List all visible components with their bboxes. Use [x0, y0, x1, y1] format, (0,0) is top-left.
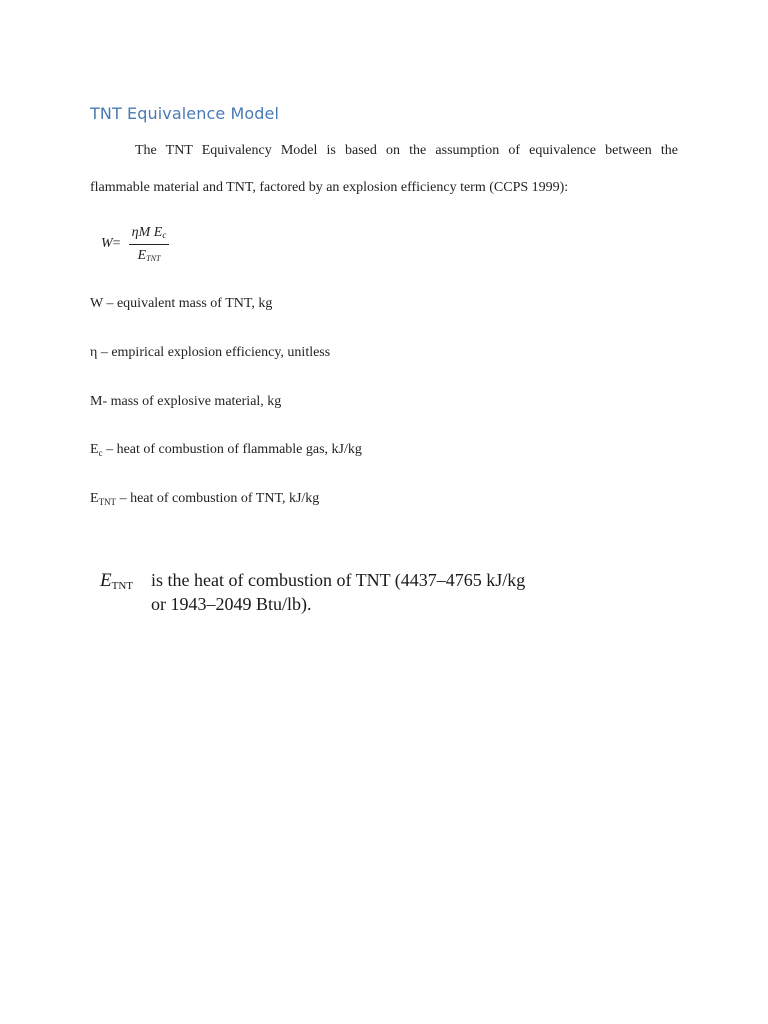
formula-eta: η [131, 225, 139, 240]
excerpt-symbol-e: E [100, 570, 112, 591]
definition-symbol: M [90, 394, 103, 409]
definition-text: – equivalent mass of TNT, kg [102, 296, 273, 311]
definition-subscript: c [98, 448, 103, 458]
definition-symbol: η [90, 345, 98, 360]
formula-denominator [129, 248, 169, 264]
definition-symbol: E [90, 442, 99, 457]
textbook-excerpt-image [100, 566, 540, 618]
section-heading: TNT Equivalence Model [90, 104, 280, 123]
definition-subscript: TNT [98, 497, 117, 507]
definition-etnt [90, 490, 319, 511]
definition-symbol: W [90, 296, 103, 311]
formula-e-subscript: c [162, 230, 167, 240]
definition-m [90, 393, 281, 411]
definition-w [90, 295, 272, 313]
definition-text: – heat of combustion of TNT, kJ/kg [116, 491, 320, 506]
formula-fraction-bar [129, 244, 169, 245]
formula-m: M [138, 225, 151, 240]
formula-den-e: E [137, 248, 147, 263]
definition-text: – heat of combustion of flammable gas, kJ/kg [102, 442, 362, 457]
formula-den-subscript: TNT [146, 254, 161, 263]
formula-equals: = [112, 236, 121, 251]
formula-e: E [153, 225, 163, 240]
definition-eta [90, 344, 330, 362]
definition-text: – empirical explosion efficiency, unitless [97, 345, 331, 360]
excerpt-line-2: or 1943–2049 Btu/lb). [151, 594, 312, 614]
intro-paragraph-line-2: flammable material and TNT, factored by an explosion efficiency term (CCPS 1999): [90, 180, 569, 195]
formula-w: W [101, 236, 113, 251]
definition-symbol: E [90, 491, 99, 506]
tnt-equivalence-formula [101, 224, 191, 270]
excerpt-symbol-subscript: TNT [111, 580, 133, 592]
formula-numerator [129, 225, 169, 241]
formula-lhs [101, 236, 121, 252]
definition-ec [90, 441, 362, 462]
excerpt-symbol [100, 570, 133, 592]
intro-paragraph-line-1: The TNT Equivalency Model is based on the assumption of equivalence between the [135, 143, 678, 158]
definition-text: - mass of explosive material, kg [102, 394, 282, 409]
excerpt-line-1: is the heat of combustion of TNT (4437–4765 kJ/kg [151, 570, 526, 590]
